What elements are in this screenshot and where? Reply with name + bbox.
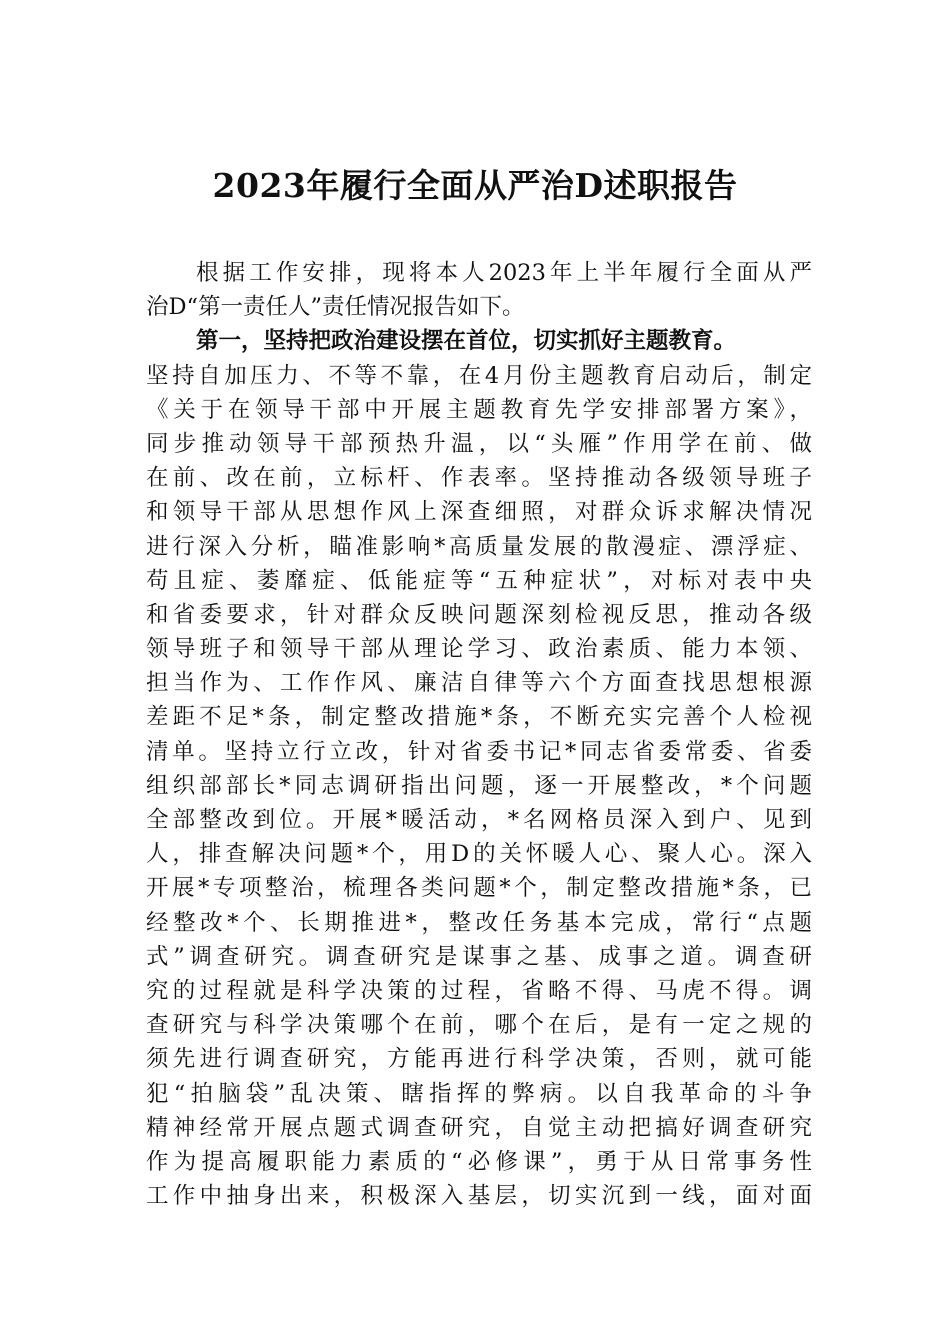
paragraph-line: 坚持自加压力、不等不靠，在4月份主题教育启动后，制定 bbox=[146, 362, 812, 389]
document-title: 2023年履行全面从严治D述职报告 bbox=[212, 166, 738, 205]
paragraph-line: 全部整改到位。开展*暖活动，*名网格员深入到户、见到 bbox=[146, 807, 812, 833]
paragraph-line: 和领导干部从思想作风上深查细照，对群众诉求解决情况 bbox=[146, 499, 812, 526]
paragraph-line: 清单。坚持立行立改，针对省委书记*同志省委常委、省委 bbox=[146, 738, 812, 765]
paragraph-line: 犯“拍脑袋”乱决策、瞎指挥的弊病。以自我革命的斗争 bbox=[146, 1080, 812, 1107]
paragraph-line: 根据工作安排，现将本人2023年上半年履行全面从严 bbox=[196, 260, 812, 286]
paragraph-line: 进行深入分析，瞄准影响*高质量发展的散漫症、漂浮症、 bbox=[146, 533, 812, 560]
paragraph-line: 查研究与科学决策哪个在前，哪个在后，是有一定之规的 bbox=[146, 1012, 812, 1039]
paragraph-line: 式”调查研究。调查研究是谋事之基、成事之道。调查研 bbox=[146, 943, 812, 970]
paragraph-line: 究的过程就是科学决策的过程，省略不得、马虎不得。调 bbox=[146, 977, 812, 1004]
document-body bbox=[146, 256, 812, 1213]
paragraph-line: 担当作为、工作作风、廉洁自律等六个方面查找思想根源 bbox=[146, 670, 812, 697]
paragraph-line: 同步推动领导干部预热升温，以“头雁”作用学在前、做 bbox=[146, 430, 812, 457]
paragraph-line: 《关于在领导干部中开展主题教育先学安排部署方案》， bbox=[146, 396, 812, 423]
paragraph-line: 组织部部长*同志调研指出问题，逐一开展整改，*个问题 bbox=[146, 772, 812, 799]
section-heading: 第一，坚持把政治建设摆在首位，切实抓好主题教育。 bbox=[196, 328, 737, 355]
paragraph-line: 领导班子和领导干部从理论学习、政治素质、能力本领、 bbox=[146, 636, 812, 663]
paragraph-line: 经整改*个、长期推进*，整改任务基本完成，常行“点题 bbox=[146, 909, 812, 936]
paragraph-line: 作为提高履职能力素质的“必修课”，勇于从日常事务性 bbox=[146, 1148, 812, 1175]
paragraph-line: 人，排查解决问题*个，用D的关怀暖人心、聚人心。深入 bbox=[146, 841, 812, 868]
paragraph-line: 差距不足*条，制定整改措施*条，不断充实完善个人检视 bbox=[146, 704, 812, 731]
paragraph-line: 和省委要求，针对群众反映问题深刻检视反思，推动各级 bbox=[146, 601, 812, 628]
paragraph-line: 工作中抽身出来，积极深入基层，切实沉到一线，面对面 bbox=[146, 1183, 812, 1210]
paragraph-line: 精神经常开展点题式调查研究，自觉主动把搞好调查研究 bbox=[146, 1114, 812, 1141]
paragraph-line: 开展*专项整治，梳理各类问题*个，制定整改措施*条，已 bbox=[146, 875, 812, 902]
paragraph-line: 在前、改在前，立标杆、作表率。坚持推动各级领导班子 bbox=[146, 465, 812, 492]
paragraph-line: 苟且症、萎靡症、低能症等“五种症状”，对标对表中央 bbox=[146, 567, 812, 594]
paragraph-line: 治D“第一责任人”责任情况报告如下。 bbox=[146, 294, 525, 321]
paragraph-line: 须先进行调查研究，方能再进行科学决策，否则，就可能 bbox=[146, 1046, 812, 1073]
